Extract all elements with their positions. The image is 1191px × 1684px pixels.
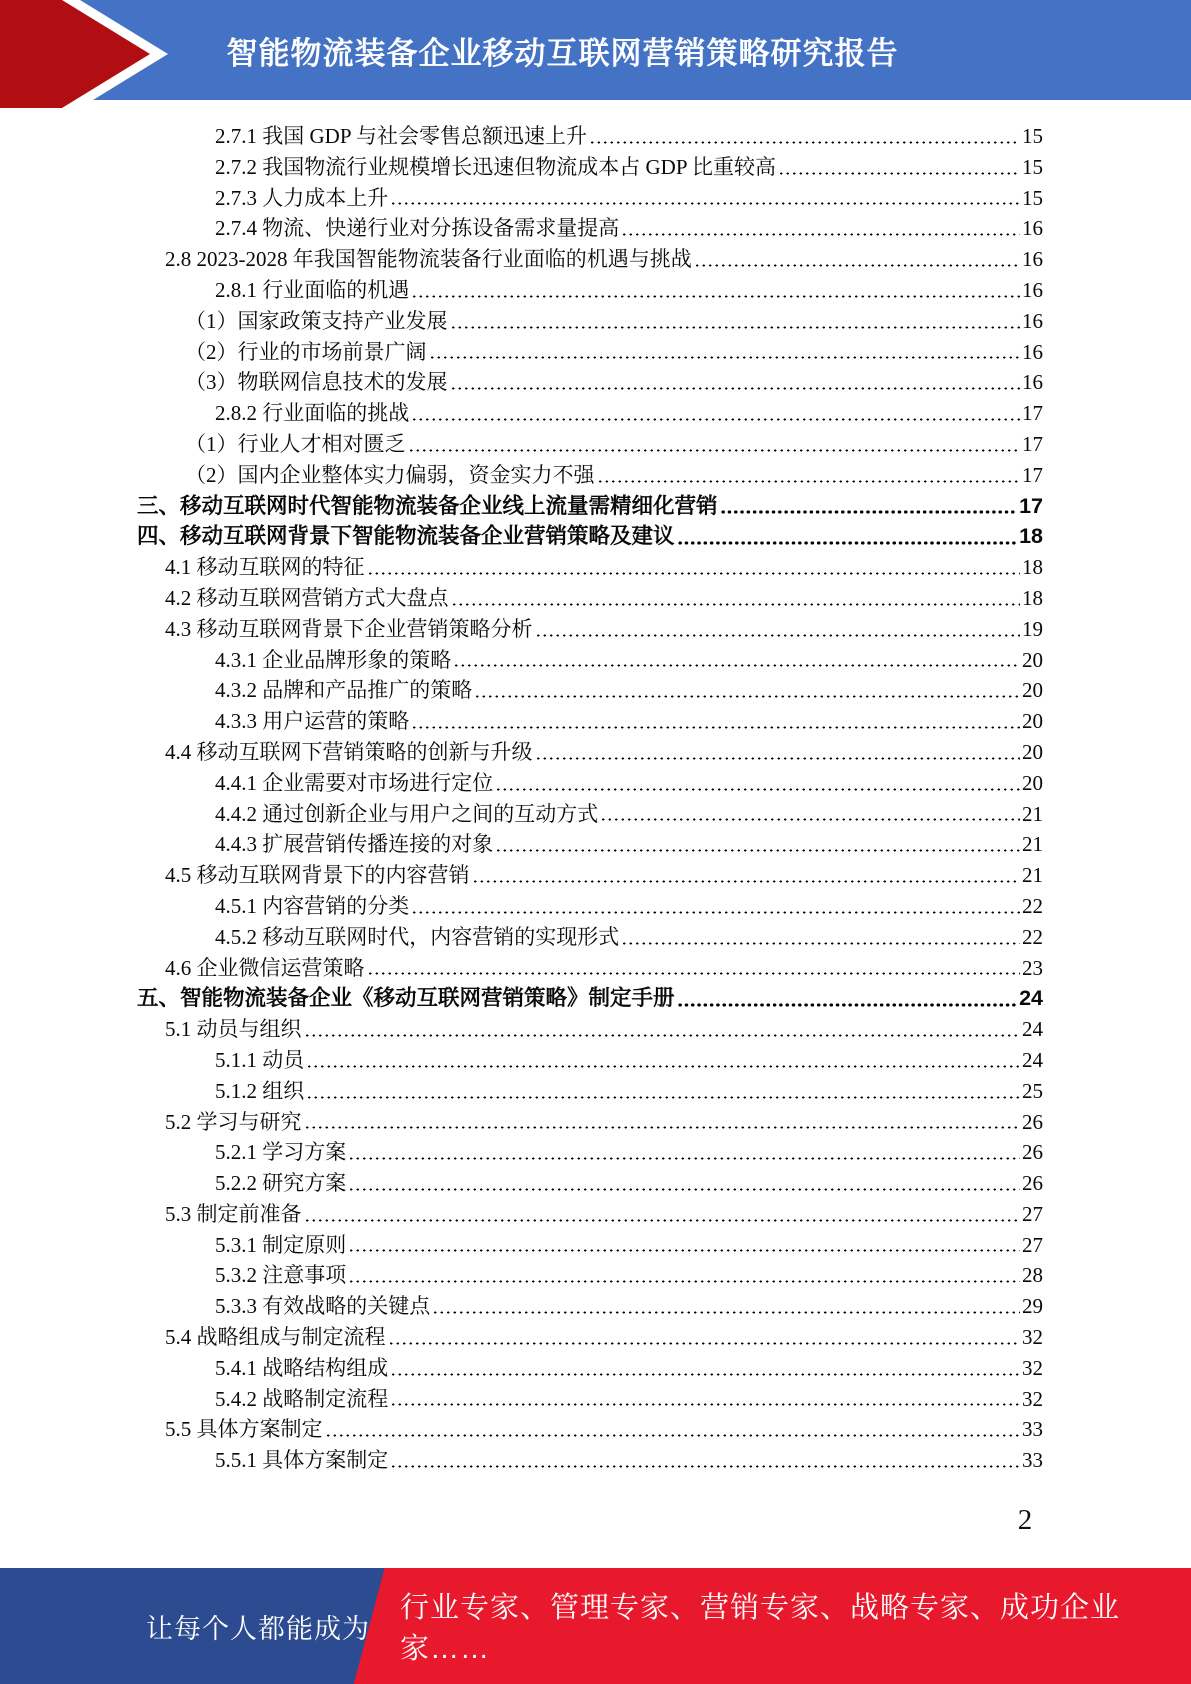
toc-leader-dots — [306, 1076, 1020, 1107]
toc-leader-dots — [348, 1230, 1020, 1261]
toc-entry-page: 17 — [1022, 431, 1043, 456]
toc-entry-label: 5.3.3 有效战略的关键点 — [215, 1294, 431, 1319]
toc-entry[interactable] — [137, 552, 1043, 583]
toc-entry-page: 16 — [1022, 339, 1043, 364]
toc-entry[interactable] — [137, 367, 1043, 398]
toc-leader-dots — [450, 306, 1021, 337]
toc-entry-label: 4.3.3 用户运营的策略 — [215, 709, 410, 734]
toc-entry-page: 21 — [1022, 801, 1043, 826]
toc-entry[interactable] — [137, 799, 1043, 830]
toc-entry-label: 2.7.4 物流、快递行业对分拣设备需求量提高 — [215, 216, 620, 241]
toc-entry-page: 32 — [1022, 1325, 1043, 1350]
toc-leader-dots — [450, 367, 1021, 398]
toc-entry-page: 32 — [1022, 1386, 1043, 1411]
toc-entry-page: 25 — [1022, 1078, 1043, 1103]
toc-leader-dots — [390, 1384, 1020, 1415]
toc-entry-label: 5.2.1 学习方案 — [215, 1140, 347, 1165]
toc-leader-dots — [325, 1414, 1021, 1445]
toc-entry[interactable] — [137, 244, 1043, 275]
toc-entry-label: 4.4 移动互联网下营销策略的创新与升级 — [165, 739, 533, 764]
toc-leader-dots — [778, 152, 1020, 183]
toc-entry-label: 三、移动互联网时代智能物流装备企业线上流量需精细化营销 — [137, 493, 718, 518]
toc-entry-page: 32 — [1022, 1355, 1043, 1380]
report-title: 智能物流装备企业移动互联网营销策略研究报告 — [226, 35, 899, 71]
toc-entry-page: 21 — [1022, 863, 1043, 888]
toc-entry[interactable] — [137, 891, 1043, 922]
toc-entry-label: 四、移动互联网背景下智能物流装备企业营销策略及建议 — [137, 524, 675, 549]
toc-entry[interactable] — [137, 614, 1043, 645]
toc-leader-dots — [348, 1260, 1020, 1291]
toc-leader-dots — [694, 244, 1020, 275]
toc-entry[interactable] — [137, 829, 1043, 860]
toc-entry-page: 24 — [1022, 1047, 1043, 1072]
toc-entry[interactable] — [137, 1014, 1043, 1045]
toc-leader-dots — [367, 953, 1021, 984]
footer-slogan-right: 行业专家、管理专家、营销专家、战略专家、成功企业家…… — [400, 1592, 1121, 1665]
toc-leader-dots — [304, 1014, 1021, 1045]
toc-entry-label: 5.2 学习与研究 — [165, 1109, 302, 1134]
toc-entry-label: 5.3.2 注意事项 — [215, 1263, 347, 1288]
toc-entry-label: 五、智能物流装备企业《移动互联网营销策略》制定手册 — [137, 986, 675, 1011]
toc-entry-page: 17 — [1022, 401, 1043, 426]
toc-leader-dots — [408, 429, 1021, 460]
toc-leader-dots — [390, 1353, 1020, 1384]
toc-entry-label: 2.7.3 人力成本上升 — [215, 185, 389, 210]
toc-entry[interactable] — [137, 460, 1043, 491]
toc-entry[interactable] — [137, 583, 1043, 614]
toc-entry-page: 17 — [1019, 493, 1043, 518]
toc-leader-dots — [474, 675, 1020, 706]
toc-leader-dots — [453, 645, 1020, 676]
toc-leader-dots — [535, 737, 1021, 768]
page-footer — [0, 1568, 1191, 1684]
toc-entry-page: 22 — [1022, 924, 1043, 949]
toc-entry[interactable] — [137, 1414, 1043, 1445]
toc-leader-dots — [348, 1137, 1020, 1168]
toc-entry-label: 2.7.1 我国 GDP 与社会零售总额迅速上升 — [215, 124, 587, 148]
toc-entry-label: 2.8 2023-2028 年我国智能物流装备行业面临的机遇与挑战 — [165, 247, 692, 272]
toc-entry-label: 5.4 战略组成与制定流程 — [165, 1325, 386, 1350]
toc-entry-label: （2）国内企业整体实力偏弱，资金实力不强 — [185, 462, 595, 487]
toc-leader-dots — [348, 1168, 1020, 1199]
toc-entry-label: （1）国家政策支持产业发展 — [185, 308, 448, 333]
toc-entry-page: 15 — [1022, 124, 1043, 148]
toc-leader-dots — [677, 983, 1018, 1014]
toc-entry-page: 20 — [1022, 647, 1043, 672]
toc-leader-dots — [390, 183, 1020, 214]
toc-entry-page: 21 — [1022, 832, 1043, 857]
toc-entry[interactable] — [137, 1076, 1043, 1107]
toc-entry-label: 4.5.1 内容营销的分类 — [215, 893, 410, 918]
toc-entry-page: 24 — [1022, 1017, 1043, 1042]
toc-entry[interactable] — [137, 1168, 1043, 1199]
toc-leader-dots — [388, 1322, 1021, 1353]
toc-entry-label: 5.3 制定前准备 — [165, 1201, 302, 1226]
toc-entry-page: 16 — [1022, 277, 1043, 302]
toc-leader-dots — [472, 860, 1021, 891]
toc-leader-dots — [304, 1199, 1021, 1230]
toc-entry[interactable] — [137, 1445, 1043, 1476]
toc-entry-page: 26 — [1022, 1171, 1043, 1196]
toc-entry[interactable] — [137, 922, 1043, 953]
toc-entry-page: 26 — [1022, 1109, 1043, 1134]
toc-entry-page: 26 — [1022, 1140, 1043, 1165]
toc-leader-dots — [390, 1445, 1020, 1476]
toc-entry-label: 2.8.2 行业面临的挑战 — [215, 401, 410, 426]
toc-leader-dots — [304, 1107, 1021, 1138]
toc-entry-page: 18 — [1019, 524, 1043, 549]
toc-entry[interactable] — [137, 121, 1043, 152]
toc-entry-label: 5.2.2 研究方案 — [215, 1171, 347, 1196]
toc-entry-page: 33 — [1022, 1448, 1043, 1473]
toc-entry-label: 4.4.3 扩展营销传播连接的对象 — [215, 832, 494, 857]
toc-entry[interactable] — [137, 152, 1043, 183]
toc-entry[interactable] — [137, 983, 1043, 1014]
toc-entry[interactable] — [137, 706, 1043, 737]
toc-entry[interactable] — [137, 768, 1043, 799]
toc-entry-page: 16 — [1022, 247, 1043, 272]
toc-leader-dots — [677, 521, 1018, 552]
toc-leader-dots — [495, 829, 1020, 860]
toc-entry[interactable] — [137, 1045, 1043, 1076]
toc-entry[interactable] — [137, 213, 1043, 244]
toc-leader-dots — [411, 398, 1020, 429]
toc-leader-dots — [432, 1291, 1020, 1322]
toc-entry-label: 4.2 移动互联网营销方式大盘点 — [165, 585, 449, 610]
toc-entry-label: 5.5.1 具体方案制定 — [215, 1448, 389, 1473]
toc-entry[interactable] — [137, 1291, 1043, 1322]
toc-entry-label: 4.5 移动互联网背景下的内容营销 — [165, 863, 470, 888]
toc-entry-label: （2）行业的市场前景广阔 — [185, 339, 427, 364]
toc-leader-dots — [600, 799, 1020, 830]
toc-entry[interactable] — [137, 398, 1043, 429]
footer-slogan-left: 让每个人都能成为 — [146, 1613, 370, 1644]
toc-entry[interactable] — [137, 1137, 1043, 1168]
toc-entry-label: 4.1 移动互联网的特征 — [165, 555, 365, 580]
toc-entry-page: 28 — [1022, 1263, 1043, 1288]
toc-leader-dots — [495, 768, 1020, 799]
toc-entry-page: 20 — [1022, 709, 1043, 734]
toc-entry-page: 17 — [1022, 462, 1043, 487]
toc-entry-label: 4.3.2 品牌和产品推广的策略 — [215, 678, 473, 703]
toc-entry-label: 4.4.1 企业需要对市场进行定位 — [215, 770, 494, 795]
toc-entry-label: 5.1.1 动员 — [215, 1047, 305, 1072]
toc-leader-dots — [621, 922, 1020, 953]
toc-entry[interactable] — [137, 183, 1043, 214]
toc-entry[interactable] — [137, 860, 1043, 891]
toc-leader-dots — [720, 491, 1018, 522]
toc-entry-label: 4.4.2 通过创新企业与用户之间的互动方式 — [215, 801, 599, 826]
toc-leader-dots — [306, 1045, 1020, 1076]
toc-entry[interactable] — [137, 1353, 1043, 1384]
toc-entry-page: 29 — [1022, 1294, 1043, 1319]
toc-entry-page: 27 — [1022, 1232, 1043, 1257]
toc-entry-page: 16 — [1022, 370, 1043, 395]
page-number: 2 — [1017, 1504, 1033, 1536]
toc-entry[interactable] — [137, 1199, 1043, 1230]
toc-entry-page: 18 — [1022, 585, 1043, 610]
toc-entry-label: 4.3.1 企业品牌形象的策略 — [215, 647, 452, 672]
toc-leader-dots — [621, 213, 1020, 244]
toc-entry[interactable] — [137, 675, 1043, 706]
toc-entry[interactable] — [137, 737, 1043, 768]
toc-leader-dots — [451, 583, 1021, 614]
toc-entry-page: 16 — [1022, 216, 1043, 241]
toc-entry[interactable] — [137, 521, 1043, 552]
toc-leader-dots — [367, 552, 1021, 583]
page-header — [0, 0, 1191, 100]
toc-entry[interactable] — [137, 275, 1043, 306]
toc-entry-page: 23 — [1022, 955, 1043, 980]
toc-entry-page: 33 — [1022, 1417, 1043, 1442]
toc-entry-label: 2.8.1 行业面临的机遇 — [215, 277, 410, 302]
toc-entry[interactable] — [137, 645, 1043, 676]
toc-leader-dots — [597, 460, 1021, 491]
toc-entry-label: 4.3 移动互联网背景下企业营销策略分析 — [165, 616, 533, 641]
toc-leader-dots — [589, 121, 1020, 152]
toc-leader-dots — [535, 614, 1021, 645]
toc-entry-label: 5.1 动员与组织 — [165, 1017, 302, 1042]
toc-entry-page: 24 — [1019, 986, 1043, 1011]
toc-leader-dots — [429, 337, 1021, 368]
toc-entry-label: 5.4.2 战略制定流程 — [215, 1386, 389, 1411]
toc-entry-label: （3）物联网信息技术的发展 — [185, 370, 448, 395]
toc-entry-page: 22 — [1022, 893, 1043, 918]
toc-entry-page: 16 — [1022, 308, 1043, 333]
toc-entry-page: 20 — [1022, 770, 1043, 795]
toc-entry-label: 5.1.2 组织 — [215, 1078, 305, 1103]
toc-entry[interactable] — [137, 1260, 1043, 1291]
toc-entry-label: 4.5.2 移动互联网时代，内容营销的实现形式 — [215, 924, 620, 949]
toc-entry-page: 19 — [1022, 616, 1043, 641]
toc-entry-page: 20 — [1022, 678, 1043, 703]
toc-entry[interactable] — [137, 429, 1043, 460]
toc-entry[interactable] — [137, 306, 1043, 337]
toc-entry[interactable] — [137, 1322, 1043, 1353]
toc-entry[interactable] — [137, 1384, 1043, 1415]
toc-entry-label: 5.4.1 战略结构组成 — [215, 1355, 389, 1380]
table-of-contents — [137, 121, 1043, 1476]
toc-entry-label: 5.5 具体方案制定 — [165, 1417, 323, 1442]
toc-entry-label: 2.7.2 我国物流行业规模增长迅速但物流成本占 GDP 比重较高 — [215, 154, 776, 179]
toc-entry-label: （1）行业人才相对匮乏 — [185, 431, 406, 456]
toc-entry[interactable] — [137, 1230, 1043, 1261]
toc-entry-page: 27 — [1022, 1201, 1043, 1226]
toc-entry-page: 18 — [1022, 555, 1043, 580]
toc-entry-page: 15 — [1022, 154, 1043, 179]
toc-entry-page: 15 — [1022, 185, 1043, 210]
toc-entry[interactable] — [137, 491, 1043, 522]
toc-leader-dots — [411, 891, 1020, 922]
toc-entry-label: 5.3.1 制定原则 — [215, 1232, 347, 1257]
toc-entry[interactable] — [137, 337, 1043, 368]
toc-entry[interactable] — [137, 1107, 1043, 1138]
toc-leader-dots — [411, 706, 1020, 737]
toc-entry-page: 20 — [1022, 739, 1043, 764]
toc-entry-label: 4.6 企业微信运营策略 — [165, 955, 365, 980]
toc-leader-dots — [411, 275, 1020, 306]
toc-entry[interactable] — [137, 953, 1043, 984]
